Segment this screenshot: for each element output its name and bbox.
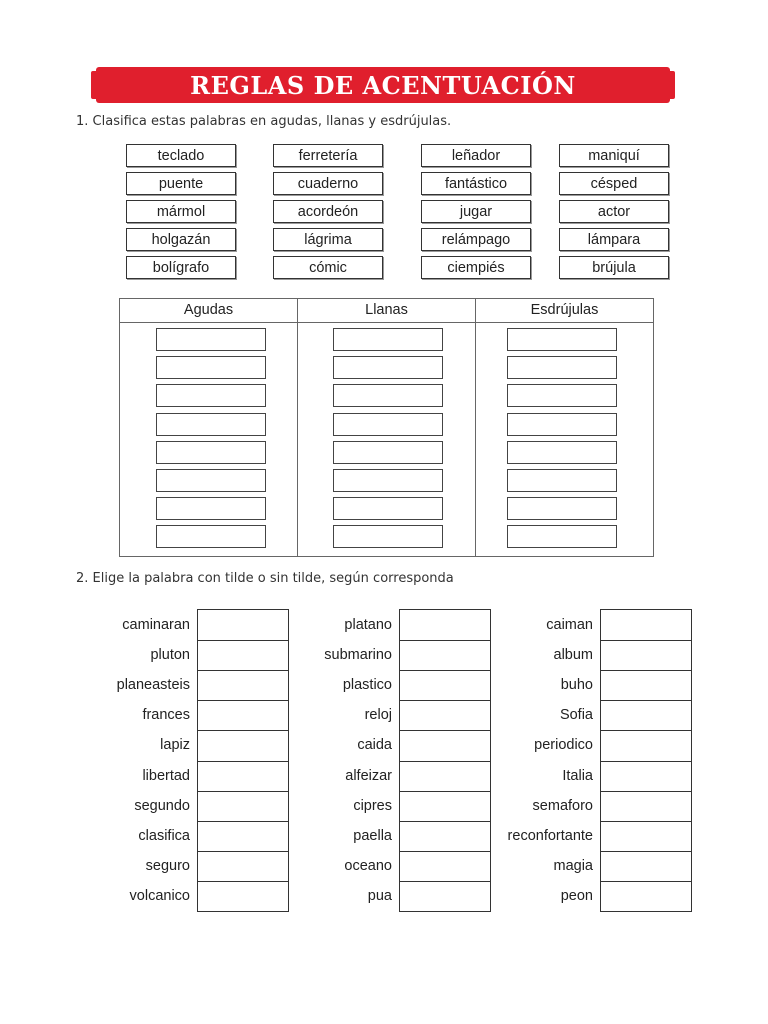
title-banner bbox=[96, 67, 670, 103]
answer-box-esdrújulas[interactable] bbox=[507, 413, 617, 436]
tilde-word-label: platano bbox=[344, 617, 392, 633]
answer-box-llanas[interactable] bbox=[333, 356, 443, 379]
answer-box-agudas[interactable] bbox=[156, 497, 266, 520]
tilde-word-label: album bbox=[553, 647, 593, 664]
word-box[interactable]: teclado bbox=[126, 144, 236, 167]
instruction-2: 2. Elige la palabra con tilde o sin tilde, según corresponda bbox=[76, 571, 454, 586]
word-box[interactable]: brújula bbox=[559, 256, 669, 279]
tilde-answer-field[interactable] bbox=[601, 670, 690, 698]
tilde-answer-field[interactable] bbox=[601, 821, 690, 849]
tilde-answer-field[interactable] bbox=[601, 610, 690, 638]
word-box[interactable]: lámpara bbox=[559, 228, 669, 251]
tilde-answer-field[interactable] bbox=[601, 761, 690, 789]
tilde-word-label: caminaran bbox=[122, 617, 190, 633]
word-box[interactable]: mármol bbox=[126, 200, 236, 223]
tilde-word-label: submarino bbox=[324, 647, 392, 664]
tilde-word-label: buho bbox=[560, 677, 593, 694]
word-box[interactable]: cómic bbox=[273, 256, 383, 279]
word-box[interactable]: fantástico bbox=[421, 172, 531, 195]
column-header-agudas: Agudas bbox=[183, 302, 234, 318]
tilde-word-label: planeasteis bbox=[116, 677, 190, 694]
tilde-answer-field[interactable] bbox=[198, 791, 287, 819]
word-box[interactable]: acordeón bbox=[273, 200, 383, 223]
tilde-word-label: magia bbox=[553, 857, 593, 874]
tilde-word-label: alfeizar bbox=[345, 767, 392, 784]
tilde-answer-field[interactable] bbox=[400, 730, 489, 758]
tilde-answer-field[interactable] bbox=[601, 730, 690, 758]
answer-box-agudas[interactable] bbox=[156, 356, 266, 379]
answer-box-esdrújulas[interactable] bbox=[507, 328, 617, 351]
word-box[interactable]: césped bbox=[559, 172, 669, 195]
tilde-word-label: Sofia bbox=[559, 707, 593, 724]
tilde-answer-field[interactable] bbox=[400, 670, 489, 698]
word-box[interactable]: maniquí bbox=[559, 144, 669, 167]
tilde-answer-field[interactable] bbox=[400, 791, 489, 819]
table-header-divider bbox=[120, 322, 653, 323]
tilde-answer-field[interactable] bbox=[601, 791, 690, 819]
tilde-answer-field[interactable] bbox=[198, 821, 287, 849]
answer-box-agudas[interactable] bbox=[156, 413, 266, 436]
tilde-answer-field[interactable] bbox=[601, 700, 690, 728]
tilde-answer-field[interactable] bbox=[198, 700, 287, 728]
answer-box-llanas[interactable] bbox=[333, 469, 443, 492]
tilde-word-label: plastico bbox=[342, 677, 392, 694]
tilde-word-label: semaforo bbox=[532, 797, 593, 814]
word-box[interactable]: lágrima bbox=[273, 228, 383, 251]
tilde-answer-field[interactable] bbox=[198, 730, 287, 758]
tilde-word-label: reloj bbox=[364, 707, 392, 724]
tilde-word-label: pua bbox=[367, 887, 392, 904]
answer-box-llanas[interactable] bbox=[333, 525, 443, 548]
tilde-answer-field[interactable] bbox=[601, 851, 690, 879]
tilde-answer-field[interactable] bbox=[601, 881, 690, 909]
answer-box-esdrújulas[interactable] bbox=[507, 525, 617, 548]
word-box[interactable]: leñador bbox=[421, 144, 531, 167]
word-box[interactable]: bolígrafo bbox=[126, 256, 236, 279]
tilde-word-label: segundo bbox=[134, 797, 190, 814]
tilde-answer-field[interactable] bbox=[601, 640, 690, 668]
word-box[interactable]: relámpago bbox=[421, 228, 531, 251]
tilde-word-label: oceano bbox=[344, 857, 392, 874]
tilde-answer-field[interactable] bbox=[400, 851, 489, 879]
word-box[interactable]: ferretería bbox=[273, 144, 383, 167]
answer-box-esdrújulas[interactable] bbox=[507, 497, 617, 520]
tilde-word-label: cipres bbox=[353, 797, 392, 814]
tilde-word-label: clasifica bbox=[138, 827, 190, 844]
word-box[interactable]: puente bbox=[126, 172, 236, 195]
tilde-word-label: caiman bbox=[546, 617, 593, 633]
tilde-answer-field[interactable] bbox=[198, 670, 287, 698]
word-box[interactable]: ciempiés bbox=[421, 256, 531, 279]
answer-box-agudas[interactable] bbox=[156, 441, 266, 464]
tilde-word-label: caida bbox=[357, 737, 392, 754]
tilde-word-label: lapiz bbox=[160, 737, 190, 754]
answer-box-llanas[interactable] bbox=[333, 384, 443, 407]
word-box[interactable]: holgazán bbox=[126, 228, 236, 251]
instruction-1: 1. Clasifica estas palabras en agudas, llanas y esdrújulas. bbox=[76, 114, 452, 129]
column-divider bbox=[297, 299, 298, 556]
column-divider bbox=[475, 299, 476, 556]
answer-box-esdrújulas[interactable] bbox=[507, 441, 617, 464]
page-title: REGLAS DE ACENTUACIÓN bbox=[190, 70, 576, 100]
answer-box-esdrújulas[interactable] bbox=[507, 469, 617, 492]
tilde-answer-field[interactable] bbox=[400, 610, 489, 638]
tilde-word-label: Italia bbox=[562, 767, 593, 784]
tilde-answer-field[interactable] bbox=[400, 821, 489, 849]
column-header-llanas: Llanas bbox=[365, 302, 408, 318]
tilde-answer-field[interactable] bbox=[400, 640, 489, 668]
tilde-word-label: seguro bbox=[145, 857, 190, 874]
answer-box-llanas[interactable] bbox=[333, 413, 443, 436]
tilde-answer-field[interactable] bbox=[400, 700, 489, 728]
tilde-answer-field[interactable] bbox=[400, 881, 489, 909]
tilde-answer-field[interactable] bbox=[198, 761, 287, 789]
answer-box-agudas[interactable] bbox=[156, 328, 266, 351]
tilde-word-label: paella bbox=[353, 827, 392, 844]
tilde-word-label: periodico bbox=[534, 737, 593, 754]
tilde-answer-field[interactable] bbox=[400, 761, 489, 789]
answer-box-agudas[interactable] bbox=[156, 384, 266, 407]
answer-box-esdrújulas[interactable] bbox=[507, 356, 617, 379]
column-header-esdrujulas: Esdrújulas bbox=[530, 302, 599, 318]
answer-box-agudas[interactable] bbox=[156, 469, 266, 492]
tilde-answer-field[interactable] bbox=[198, 851, 287, 879]
tilde-word-label: libertad bbox=[142, 767, 190, 784]
tilde-word-label: volcanico bbox=[129, 887, 190, 904]
tilde-word-label: frances bbox=[142, 707, 190, 724]
tilde-answer-field[interactable] bbox=[198, 640, 287, 668]
answer-box-llanas[interactable] bbox=[333, 328, 443, 351]
tilde-answer-field[interactable] bbox=[198, 610, 287, 638]
word-box[interactable]: cuaderno bbox=[273, 172, 383, 195]
tilde-answer-field[interactable] bbox=[198, 881, 287, 909]
answer-box-esdrújulas[interactable] bbox=[507, 384, 617, 407]
tilde-word-label: peon bbox=[560, 887, 593, 904]
tilde-word-label: pluton bbox=[150, 647, 190, 664]
answer-box-llanas[interactable] bbox=[333, 441, 443, 464]
word-box[interactable]: jugar bbox=[421, 200, 531, 223]
word-box[interactable]: actor bbox=[559, 200, 669, 223]
tilde-word-label: reconfortante bbox=[507, 827, 593, 844]
answer-box-llanas[interactable] bbox=[333, 497, 443, 520]
answer-box-agudas[interactable] bbox=[156, 525, 266, 548]
